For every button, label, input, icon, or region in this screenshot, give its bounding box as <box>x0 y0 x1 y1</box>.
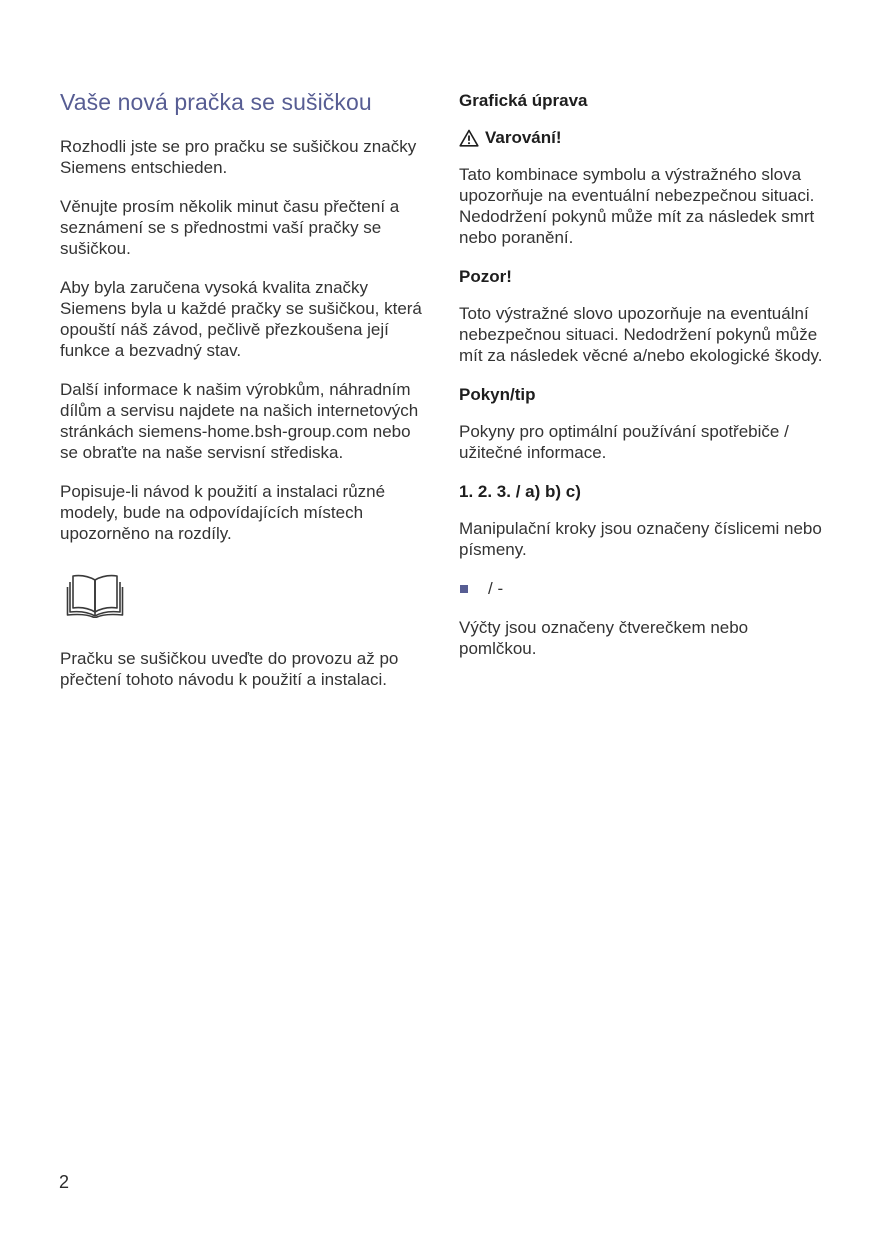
closing-paragraph: Pračku se sušičkou uveďte do provozu až po přečtení tohoto návodu k použití a instalaci. <box>60 649 399 689</box>
left-column <box>60 88 430 708</box>
right-column <box>459 90 829 677</box>
info-paragraph: Další informace k našim výrobkům, náhradním dílům a servisu najdete na našich internetových stránkách siemens-home.bsh-group.com nebo se obraťte na naše servisní střediska. <box>60 380 419 462</box>
bullets-text: Výčty jsou označeny čtverečkem nebo pomlčkou. <box>459 618 749 658</box>
tip-heading: Pokyn/tip <box>459 385 536 404</box>
bullet-legend-text: / - <box>488 579 504 598</box>
caution-text: Toto výstražné slovo upozorňuje na eventuální nebezpečnou situaci. Nedodržení pokynů může mít za následek věcné a/nebo ekologické škody. <box>459 304 823 365</box>
steps-text: Manipulační kroky jsou označeny číslicemi nebo písmeny. <box>459 519 822 559</box>
reading-paragraph: Věnujte prosím několik minut času přečtení a seznámení se s přednostmi vaší pračky se sušičkou. <box>60 197 400 258</box>
square-bullet-icon <box>460 585 468 593</box>
steps-heading: 1. 2. 3. / a) b) c) <box>459 482 581 501</box>
graphic-layout-heading: Grafická úprava <box>459 91 588 110</box>
intro-paragraph: Rozhodli jste se pro pračku se sušičkou značky Siemens entschieden. <box>60 137 417 177</box>
caution-heading: Pozor! <box>459 267 512 286</box>
warning-label: Varování! <box>485 128 562 147</box>
warning-text: Tato kombinace symbolu a výstražného slova upozorňuje na eventuální nebezpečnou situaci. Nedodržení pokynů může mít za následek smrt nebo poranění. <box>459 165 815 247</box>
open-book-icon <box>66 572 124 618</box>
tip-text: Pokyny pro optimální používání spotřebiče / užitečné informace. <box>459 422 789 462</box>
bullet-legend <box>459 578 829 599</box>
warning-heading <box>459 127 829 148</box>
warning-triangle-icon <box>459 129 479 147</box>
page-title: Vaše nová pračka se sušičkou <box>60 89 372 115</box>
page-number: 2 <box>59 1172 70 1192</box>
quality-paragraph: Aby byla zaručena vysoká kvalita značky Siemens byla u každé pračky se sušičkou, která opouští náš závod, pečlivě přezkoušena její funkce a bezvadný stav. <box>60 278 422 360</box>
models-paragraph: Popisuje-li návod k použití a instalaci různé modely, bude na odpovídajících místech upozorněno na rozdíly. <box>60 482 386 543</box>
